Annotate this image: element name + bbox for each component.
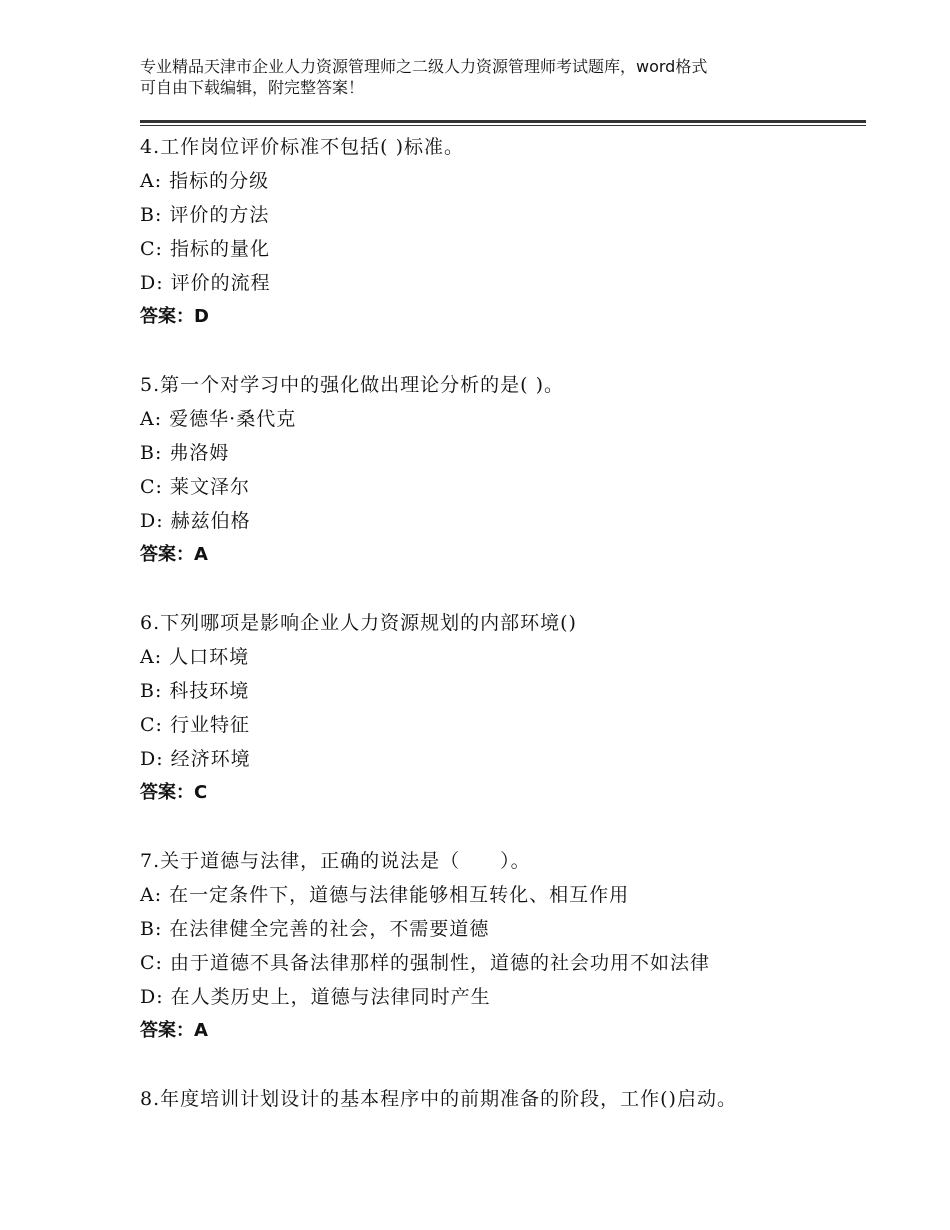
- question-5: [140, 368, 870, 572]
- option-a: A: 人口环境: [140, 646, 250, 668]
- option-a: A: 爱德华·桑代克: [140, 408, 297, 430]
- answer-label: 答案：A: [140, 1020, 208, 1041]
- question-stem: 6.下列哪项是影响企业人力资源规划的内部环境(): [140, 612, 577, 634]
- option-b: B: 科技环境: [140, 680, 250, 702]
- option-c: C: 指标的量化: [140, 238, 270, 260]
- question-stem: 5.第一个对学习中的强化做出理论分析的是( )。: [140, 374, 564, 396]
- option-b: B: 在法律健全完善的社会，不需要道德: [140, 918, 490, 940]
- header-divider-thick: [140, 120, 866, 123]
- option-d: D: 赫兹伯格: [140, 510, 251, 532]
- question-7: [140, 844, 870, 1048]
- option-d: D: 在人类历史上，道德与法律同时产生: [140, 986, 491, 1008]
- question-6: [140, 606, 870, 810]
- header-line-2: 可自由下载编辑，附完整答案！: [140, 78, 365, 97]
- option-a: A: 在一定条件下，道德与法律能够相互转化、相互作用: [140, 884, 630, 906]
- question-stem: 8.年度培训计划设计的基本程序中的前期准备的阶段，工作()启动。: [140, 1088, 737, 1110]
- option-d: D: 评价的流程: [140, 272, 271, 294]
- option-c: C: 行业特征: [140, 714, 250, 736]
- header-line-1: 专业精品天津市企业人力资源管理师之二级人力资源管理师考试题库，word格式: [140, 57, 708, 76]
- option-c: C: 由于道德不具备法律那样的强制性，道德的社会功用不如法律: [140, 952, 710, 974]
- option-c: C: 莱文泽尔: [140, 476, 250, 498]
- option-b: B: 弗洛姆: [140, 442, 230, 464]
- document-header: [140, 56, 830, 98]
- question-stem: 7.关于道德与法律，正确的说法是（ ）。: [140, 850, 531, 872]
- question-8: [140, 1082, 870, 1116]
- answer-label: 答案：C: [140, 782, 208, 803]
- option-b: B: 评价的方法: [140, 204, 270, 226]
- question-stem: 4.工作岗位评价标准不包括( )标准。: [140, 136, 464, 158]
- option-d: D: 经济环境: [140, 748, 251, 770]
- header-divider-thin: [140, 125, 866, 126]
- answer-label: 答案：D: [140, 306, 209, 327]
- option-a: A: 指标的分级: [140, 170, 270, 192]
- answer-label: 答案：A: [140, 544, 208, 565]
- question-4: [140, 130, 870, 334]
- question-list: [140, 130, 870, 1150]
